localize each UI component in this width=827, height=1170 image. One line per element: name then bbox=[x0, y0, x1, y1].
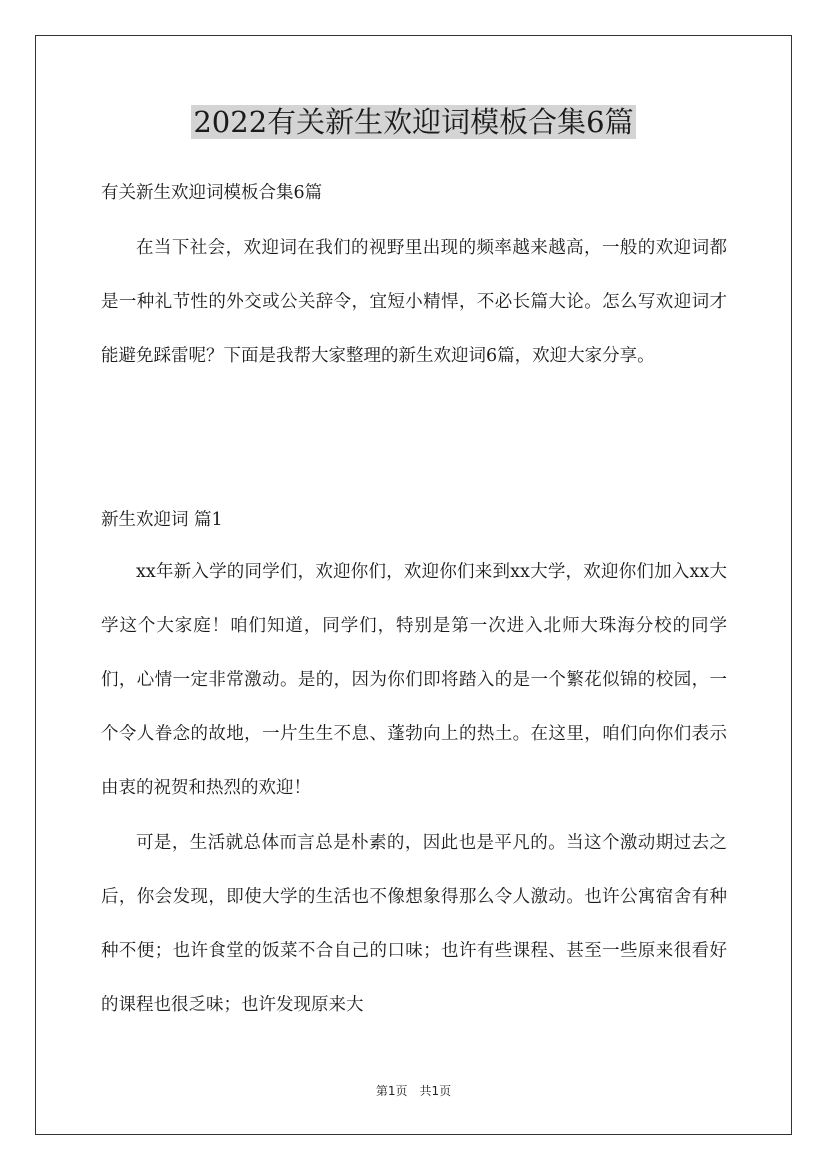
page-footer: 第1页 共1页 bbox=[375, 1084, 452, 1098]
body-paragraph: 可是，生活就总体而言总是朴素的，因此也是平凡的。当这个激动期过去之后，你会发现，即使大学的生活也不像想象得那么令人激动。也许公寓宿舍有种种不便；也许食堂的饭菜不合自己的口味；也许有些课程、甚至一些原来很看好的课程也很乏味；也许发现原来大 bbox=[101, 833, 727, 1015]
intro-paragraph: 在当下社会，欢迎词在我们的视野里出现的频率越来越高，一般的欢迎词都是一种礼节性的外交或公关辞令，宜短小精悍，不必长篇大论。怎么写欢迎词才能避免踩雷呢？下面是我帮大家整理的新生欢迎词6篇，欢迎大家分享。 bbox=[101, 238, 727, 366]
document-title bbox=[0, 100, 827, 144]
document-subtitle: 有关新生欢迎词模板合集6篇 bbox=[101, 183, 323, 203]
section-heading: 新生欢迎词 篇1 bbox=[101, 510, 223, 530]
document-title-text: 2022有关新生欢迎词模板合集6篇 bbox=[193, 105, 634, 139]
body-paragraph: xx年新入学的同学们，欢迎你们，欢迎你们来到xx大学，欢迎你们加入xx大学这个大家庭！咱们知道，同学们，特别是第一次进入北师大珠海分校的同学们，心情一定非常激动。是的，因为你们即将踏入的是一个繁花似锦的校园，一个令人眷念的故地，一片生生不息、蓬勃向上的热土。在这里，咱们向你们表示由衷的祝贺和热烈的欢迎！ bbox=[101, 562, 727, 798]
